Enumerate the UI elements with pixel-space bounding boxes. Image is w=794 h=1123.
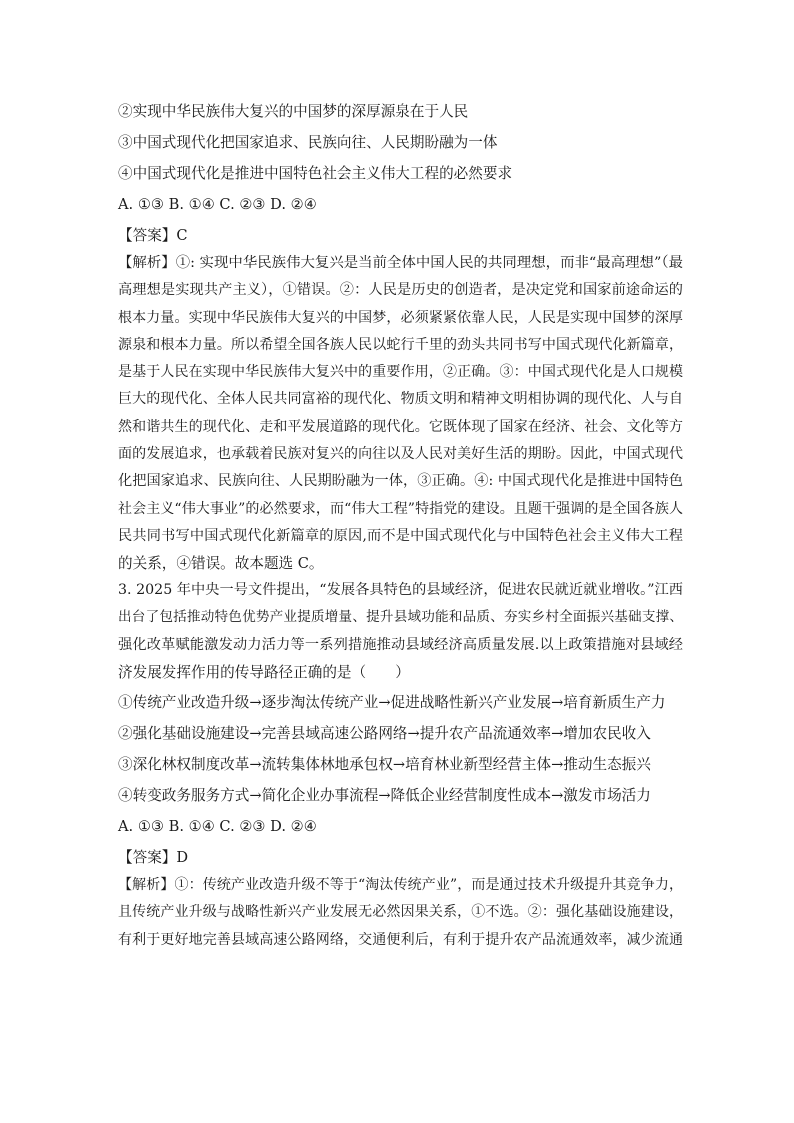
q3-choices: A. ①③ B. ①④ C. ②③ D. ②④ [118,818,317,835]
analysis-label: 【解析】 [118,255,176,271]
analysis-label: 【解析】 [118,877,175,893]
stem-line: 济发展发挥作用的传导路径正确的是（ ） [118,663,410,681]
q2-answer [118,226,188,246]
answer-label: 【答案】 [118,849,177,866]
analysis-line: 且传统产业升级与战略性新兴产业发展无必然因果关系，①不选。②：强化基础设施建设， [118,904,683,921]
q3-answer [118,848,188,868]
stem-line: 强化改革赋能激发动力活力等一系列措施推动县域经济高质量发展.以上政策措施对县域经 [118,636,683,653]
analysis-line: 社会主义“伟大事业”的必然要求，而“伟大工程”特指党的建设。且题干强调的是全国各族人 [118,500,683,517]
analysis-line: 源泉和根本力量。所以希望全国各族人民以蛇行千里的劲头共同书写中国式现代化新篇章， [118,336,683,353]
q2-option-2: ②实现中华民族伟大复兴的中国梦的深厚源泉在于人民 [118,103,469,120]
analysis-line: 高理想是实现共产主义），①错误。②：人民是历史的创造者，是决定党和国家前途命运的 [118,282,683,299]
answer-label: 【答案】 [118,227,177,244]
analysis-line: 是基于人民在实现中华民族伟大复兴中的重要作用，②正确。③：中国式现代化是人口规模 [118,364,683,381]
analysis-line: 的关系，④错误。故本题选 C。 [118,555,324,573]
q3-option-3: ③深化林权制度改革→流转集体林地承包权→培育林业新型经营主体→推动生态振兴 [118,756,651,773]
q3-option-1: ①传统产业改造升级→逐步淘汰传统产业→促进战略性新兴产业发展→培育新质生产力 [118,694,666,711]
q3-option-2: ②强化基础设施建设→完善县域高速公路网络→提升农产品流通效率→增加农民收入 [118,725,651,742]
q2-option-4: ④中国式现代化是推进中国特色社会主义伟大工程的必然要求 [118,165,513,182]
analysis-line: 有利于更好地完善县域高速公路网络，交通便利后，有利于提升农产品流通效率，减少流通 [118,931,683,948]
analysis-line: 面的发展追求，也承载着民族对复兴的向往以及人民对美好生活的期盼。因此，中国式现代 [118,446,683,463]
stem-line: 出台了包括推动特色优势产业提质增量、提升县域功能和品质、夯实乡村全面振兴基础支撑、 [118,609,683,626]
q2-analysis [118,250,683,578]
q3-option-4: ④转变政务服务方式→简化企业办事流程→降低企业经营制度性成本→激发市场活力 [118,787,651,804]
analysis-line: 【解析】①：传统产业改造升级不等于“淘汰传统产业”，而是通过技术升级提升其竞争力， [118,877,683,893]
q3-analysis [118,872,683,954]
q3-stem [118,577,683,686]
answer-value: C [176,227,188,244]
q2-option-3: ③中国式现代化把国家追求、民族向往、人民期盼融为一体 [118,134,498,151]
q2-choices: A. ①③ B. ①④ C. ②③ D. ②④ [118,196,317,213]
analysis-line: 巨大的现代化、全体人民共同富裕的现代化、物质文明和精神文明相协调的现代化、人与自 [118,391,683,408]
analysis-line: 化把国家追求、民族向往、人民期盼融为一体，③正确。④: 中国式现代化是推进中国特色 [118,473,683,490]
stem-line: 3. 2025 年中央一号文件提出，“发展各具特色的县域经济，促进农民就近就业增收。”江西 [118,582,683,598]
analysis-line: 根本力量。实现中华民族伟大复兴的中国梦，必须紧紧依靠人民，人民是实现中国梦的深厚 [118,309,683,326]
analysis-line: 【解析】①: 实现中华民族伟大复兴是当前全体中国人民的共同理想，而非“最高理想”（最 [118,255,683,271]
answer-value: D [176,849,189,866]
analysis-line: 然和谐共生的现代化、走和平发展道路的现代化。它既体现了国家在经济、社会、文化等方 [118,418,683,435]
analysis-line: 民共同书写中国式现代化新篇章的原因,而不是中国式现代化与中国特色社会主义伟大工程 [118,527,683,544]
